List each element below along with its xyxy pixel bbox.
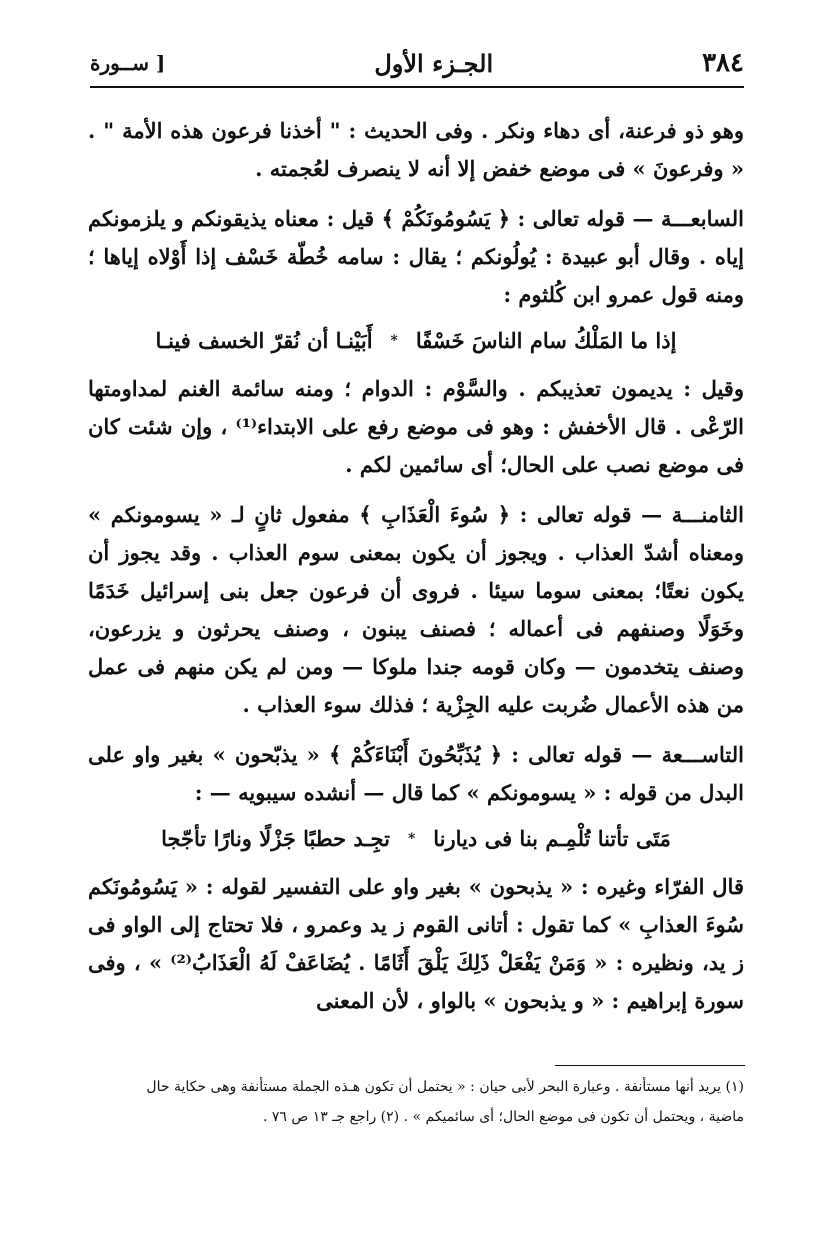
verse-sibawayh (88, 820, 744, 858)
paragraph-ninth: التاســـعة — قوله تعالى : ﴿ يُذَبِّحُونَ أَبْنَاءَكُمْ ﴾ « يذبّحون » بغير واو على البدل من قوله : « يسومونكم » كما قال — أنشده سيبويه — : (88, 742, 744, 805)
paragraph-intro: وهو ذو فرعنة، أى دهاء ونكر . وفى الحديث : " أخذنا فرعون هذه الأمة " . « وفرعونَ » فى موضع خفض إلا أنه لا ينصرف لعُجمته . (88, 118, 744, 181)
running-title: [ ســورة (90, 51, 166, 75)
verse-first-hemistich: إذا ما المَلْكُ سام الناسَ خَسْفًا (415, 328, 677, 353)
footnote-divider (555, 1065, 745, 1066)
verse-second-hemistich: تجِـد حطبًا جَزْلًا ونارًا تأجّجا (161, 826, 390, 851)
verse-first-hemistich: مَتَى تأتنا تُلْمِـم بنا فى ديارنا (433, 826, 671, 851)
paragraph-al-akhfash: وقيل : يديمون تعذيبكم . والسَّوْم : الدوام ؛ ومنه سائمة الغنم لمداومتها الرّعْى . قال الأخفش : وهو فى موضع رفع على الابتداء⁽¹⁾ ، وإن شئت كان فى موضع نصب على الحال؛ أى سائمين لكم . (88, 376, 744, 477)
paragraph-seventh: السابعـــة — قوله تعالى : ﴿ يَسُومُونَكُمْ ﴾ قيل : معناه يذيقونكم و يلزمونكم إياه . وقال أبو عبيدة : يُولُونكم ؛ يقال : سامه خُطّة خَسْف إذا أَوْلاه إياها ؛ ومنه قول عمرو ابن كُلثوم : (88, 206, 744, 307)
verse-separator: * (407, 831, 416, 847)
footnote-line: ماضية ، ويحتمل أن تكون فى موضع الحال؛ أى سائميكم » . (٢) راجع جـ ١٣ ص ٧٦ . (262, 1109, 744, 1125)
footnotes (92, 1072, 744, 1132)
footnote-line: (١) يريد أنها مستأنفة . وعبارة البحر لأبى حيان : « يحتمل أن تكون هـذه الجملة مستأنفة وهى حكاية حال (146, 1079, 744, 1095)
verse-amr-ibn-kulthum (88, 322, 744, 360)
page-number: ٣٨٤ (702, 48, 744, 78)
paragraph-eighth: الثامنـــة — قوله تعالى : ﴿ سُوءَ الْعَذَابِ ﴾ مفعول ثانٍ لـ « يسومونكم » ومعناه أشدّ العذاب . ويجوز أن يكون بمعنى سوم العذاب . وقد يجوز أن يكون نعتًا؛ بمعنى سوما سيئا . فروى أن فرعون جعل بنى إسرائيل خَدَمًا وخَوَلًا وصنفهم فى أعماله ؛ فصنف يبنون ، وصنف يحرثون و يزرعون، وصنف يتخدمون — وكان قومه جندا ملوكا — ومن لم يكن منهم فى عمل من هذه الأعمال ضُربت عليه الجِزْية ؛ فذلك سوء العذاب . (88, 502, 744, 717)
verse-separator: * (390, 333, 398, 349)
main-text (88, 112, 744, 1032)
page-header (90, 40, 744, 88)
paragraph-al-farra: قال الفرّاء وغيره : « يذبحون » بغير واو على التفسير لقوله : « يَسُومُونَكم سُوءَ العذابِ » كما تقول : أتانى القوم ز يد وعمرو ، فلا تحتاج إلى الواو فى ز يد، ونظيره : « وَمَنْ يَفْعَلْ ذَلِكَ يَلْقَ أَثَامًا . يُضَاعَفْ لَهُ الْعَذَابُ⁽²⁾ » ، وفى سورة إبراهيم : « و يذبحون » بالواو ، لأن المعنى (88, 874, 744, 1013)
part-title: الجـزء الأول (374, 48, 494, 78)
verse-second-hemistich: أَبَيْنـا أن نُقرّ الخسف فينـا (155, 328, 373, 353)
